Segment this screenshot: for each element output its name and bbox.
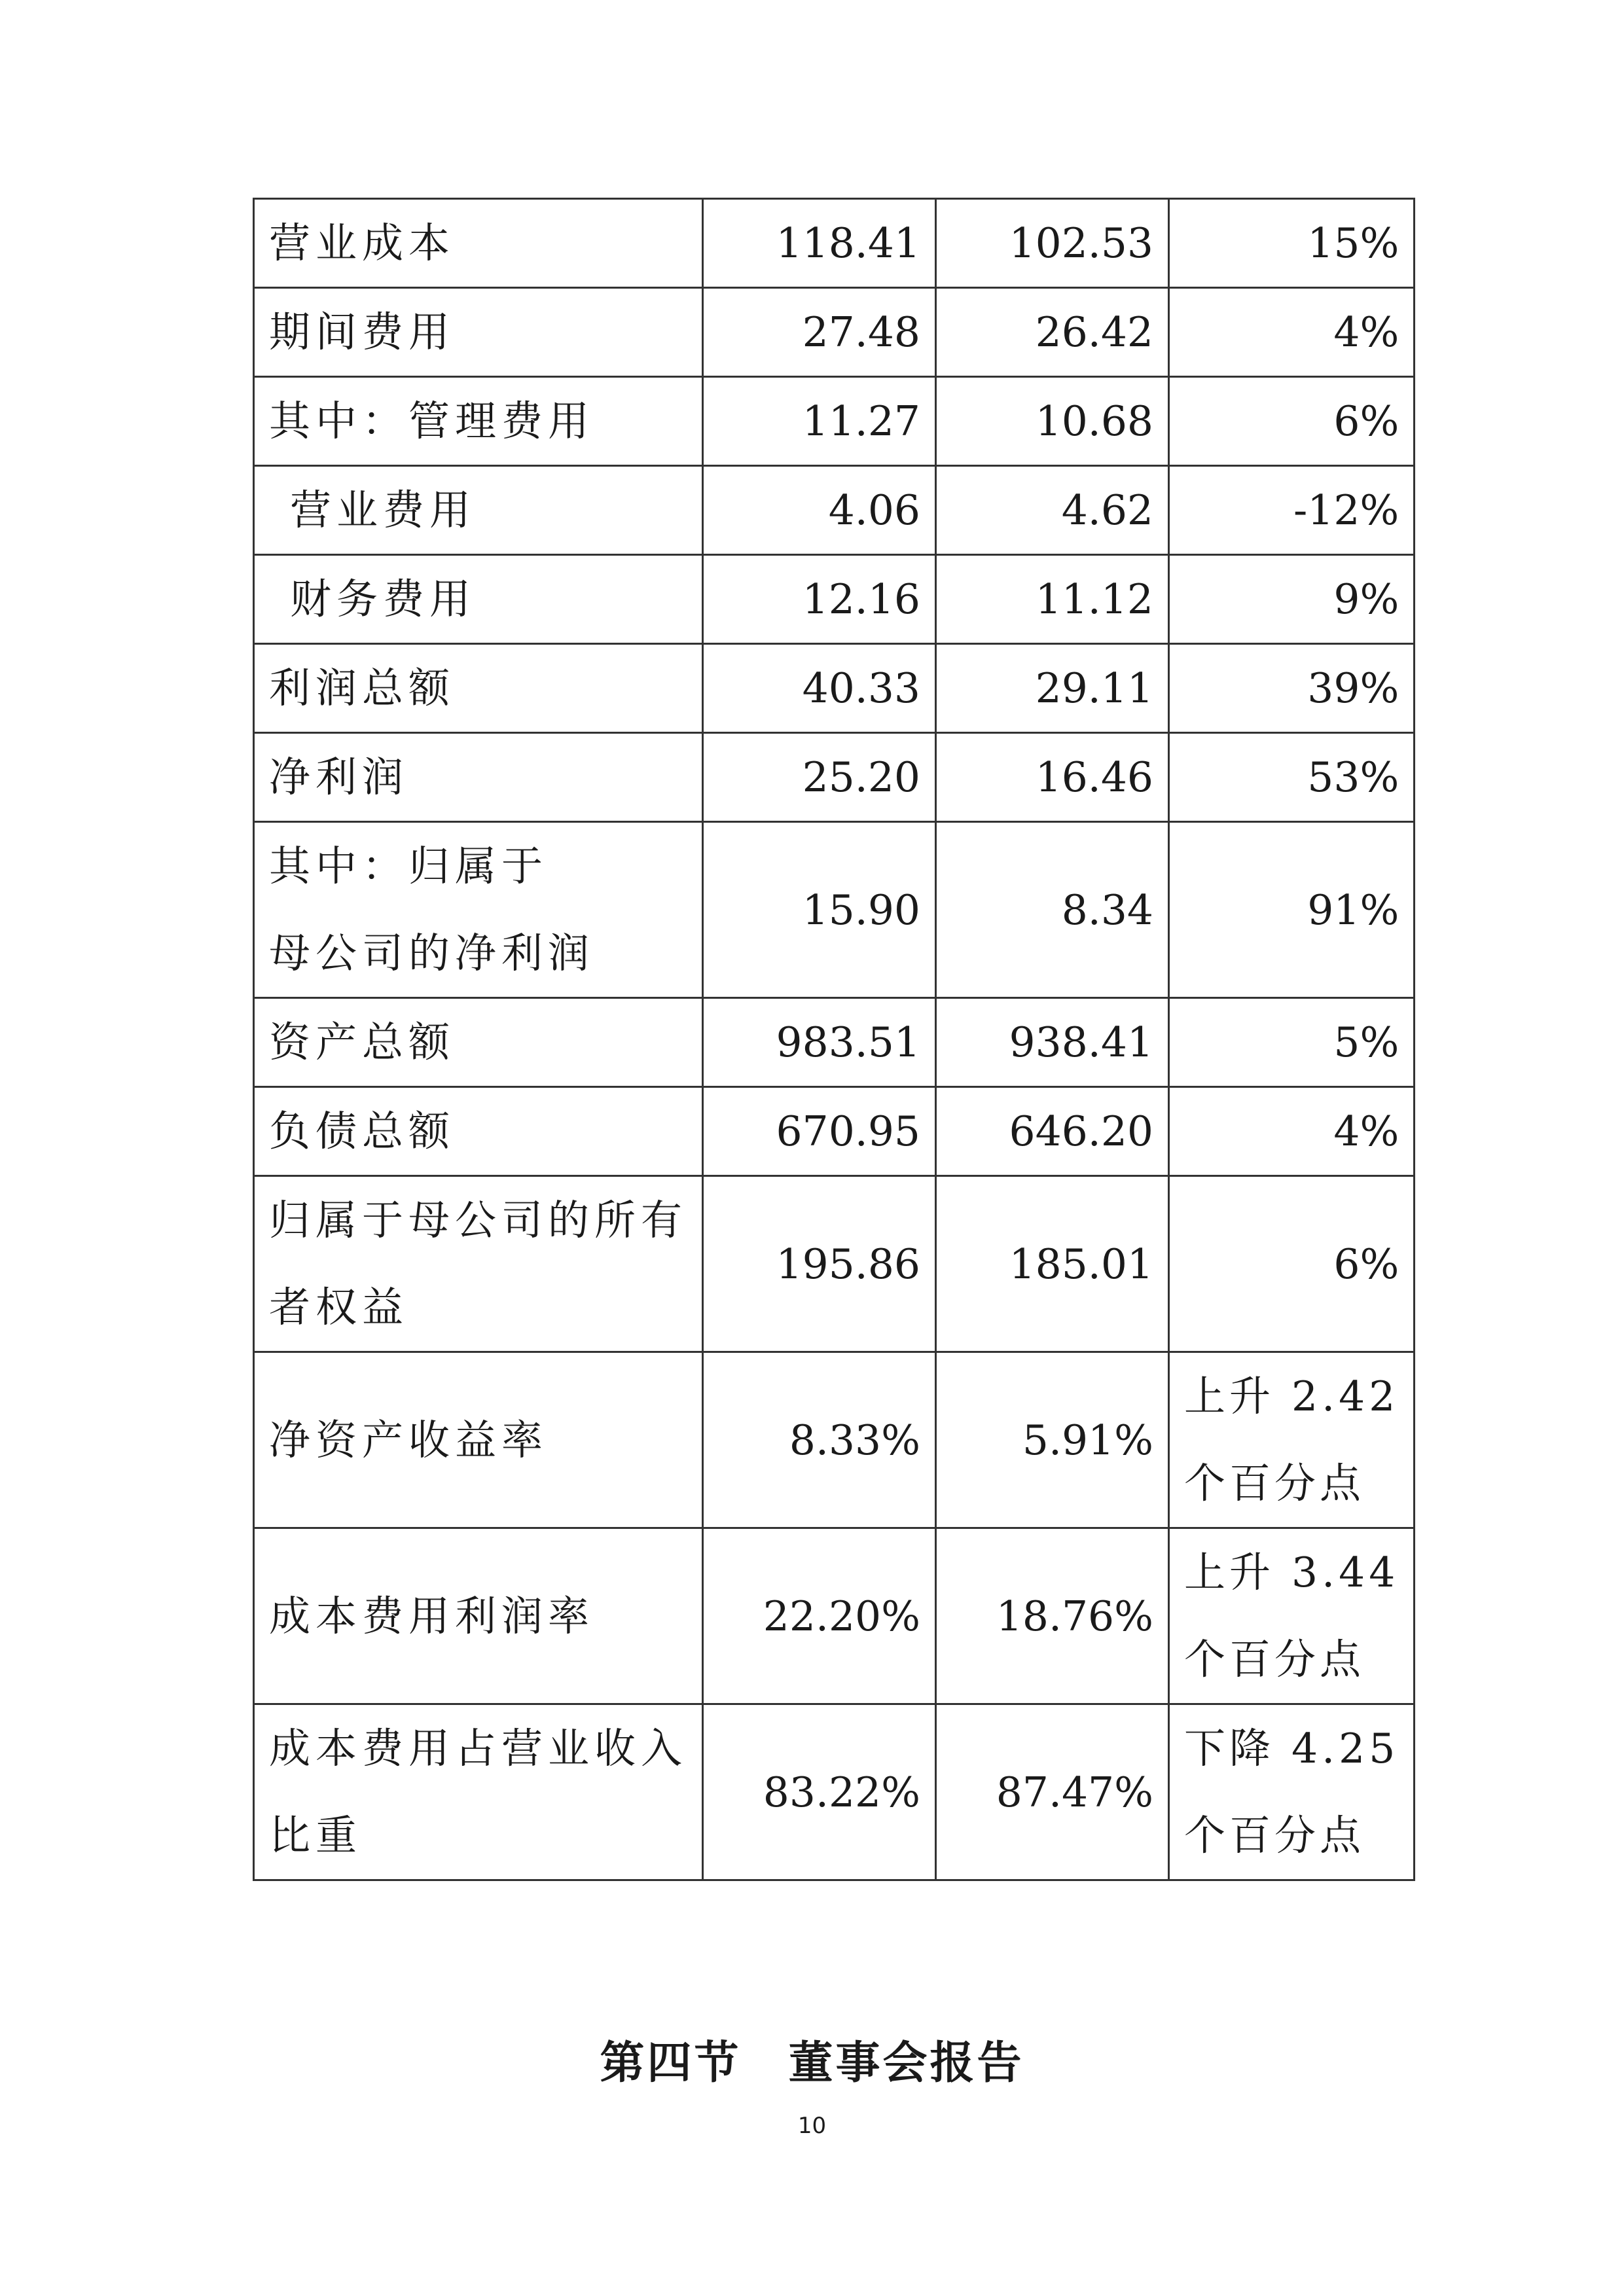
- previous-value: 185.01: [936, 1176, 1169, 1352]
- table-row: [254, 1704, 1415, 1880]
- previous-value: 4.62: [936, 466, 1169, 555]
- previous-value: 29.11: [936, 644, 1169, 733]
- table-row: [254, 1176, 1415, 1352]
- current-value: 83.22%: [703, 1704, 936, 1880]
- table-row: [254, 199, 1415, 288]
- table-row: [254, 377, 1415, 466]
- current-value: 15.90: [703, 822, 936, 998]
- previous-value: 938.41: [936, 998, 1169, 1087]
- current-value: 11.27: [703, 377, 936, 466]
- table-row: [254, 288, 1415, 377]
- row-label: 净资产收益率: [254, 1352, 703, 1528]
- row-label: 成本费用占营业收入 比重: [254, 1704, 703, 1880]
- current-value: 8.33%: [703, 1352, 936, 1528]
- row-label: 财务费用: [254, 555, 703, 644]
- previous-value: 10.68: [936, 377, 1169, 466]
- change-value: 5%: [1169, 998, 1415, 1087]
- table-row: [254, 1352, 1415, 1528]
- previous-value: 5.91%: [936, 1352, 1169, 1528]
- current-value: 670.95: [703, 1087, 936, 1176]
- previous-value: 646.20: [936, 1087, 1169, 1176]
- change-value: 39%: [1169, 644, 1415, 733]
- page-number: 10: [797, 2113, 827, 2139]
- row-label: 成本费用利润率: [254, 1528, 703, 1704]
- current-value: 12.16: [703, 555, 936, 644]
- current-value: 27.48: [703, 288, 936, 377]
- change-value: 下降 4.25 个百分点: [1169, 1704, 1415, 1880]
- financial-table: [253, 198, 1415, 1881]
- table-row: [254, 822, 1415, 998]
- change-value: 4%: [1169, 1087, 1415, 1176]
- row-label: 资产总额: [254, 998, 703, 1087]
- change-value: 15%: [1169, 199, 1415, 288]
- change-value: 6%: [1169, 377, 1415, 466]
- row-label: 归属于母公司的所有 者权益: [254, 1176, 703, 1352]
- change-value: 6%: [1169, 1176, 1415, 1352]
- current-value: 40.33: [703, 644, 936, 733]
- change-value: 53%: [1169, 733, 1415, 822]
- row-label: 其中：归属于 母公司的净利润: [254, 822, 703, 998]
- previous-value: 16.46: [936, 733, 1169, 822]
- row-label: 负债总额: [254, 1087, 703, 1176]
- table-row: [254, 733, 1415, 822]
- change-value: 上升 2.42 个百分点: [1169, 1352, 1415, 1528]
- row-label: 期间费用: [254, 288, 703, 377]
- table-row: [254, 644, 1415, 733]
- section-title: 第四节 董事会报告: [600, 2037, 1024, 2089]
- table-row: [254, 555, 1415, 644]
- change-value: 9%: [1169, 555, 1415, 644]
- current-value: 195.86: [703, 1176, 936, 1352]
- row-label: 营业费用: [254, 466, 703, 555]
- previous-value: 26.42: [936, 288, 1169, 377]
- current-value: 25.20: [703, 733, 936, 822]
- current-value: 22.20%: [703, 1528, 936, 1704]
- row-label: 净利润: [254, 733, 703, 822]
- row-label: 其中：管理费用: [254, 377, 703, 466]
- current-value: 118.41: [703, 199, 936, 288]
- previous-value: 11.12: [936, 555, 1169, 644]
- table-row: [254, 1528, 1415, 1704]
- row-label: 营业成本: [254, 199, 703, 288]
- previous-value: 18.76%: [936, 1528, 1169, 1704]
- previous-value: 8.34: [936, 822, 1169, 998]
- previous-value: 87.47%: [936, 1704, 1169, 1880]
- change-value: 上升 3.44 个百分点: [1169, 1528, 1415, 1704]
- change-value: -12%: [1169, 466, 1415, 555]
- current-value: 4.06: [703, 466, 936, 555]
- table-row: [254, 466, 1415, 555]
- current-value: 983.51: [703, 998, 936, 1087]
- previous-value: 102.53: [936, 199, 1169, 288]
- table-row: [254, 998, 1415, 1087]
- row-label: 利润总额: [254, 644, 703, 733]
- change-value: 91%: [1169, 822, 1415, 998]
- table-row: [254, 1087, 1415, 1176]
- change-value: 4%: [1169, 288, 1415, 377]
